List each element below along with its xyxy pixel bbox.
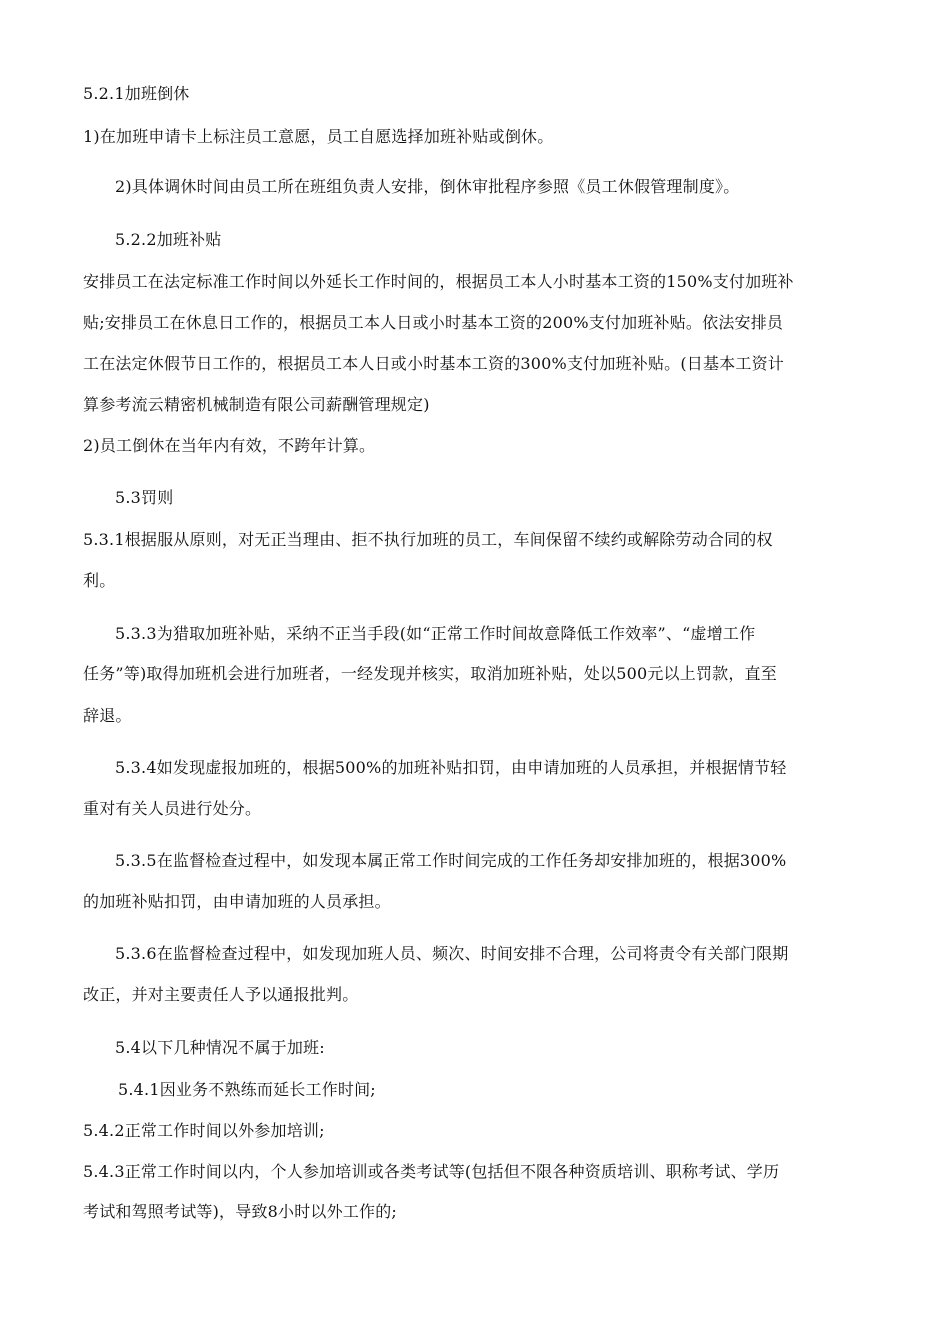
- section-5-4-heading: 5.4以下几种情况不属于加班:: [115, 1038, 325, 1057]
- paragraph-5-2-2-line-4: 算参考流云精密机械制造有限公司薪酬管理规定): [83, 395, 430, 414]
- paragraph-5-3-3-line-2: 任务”等)取得加班机会进行加班者，一经发现并核实，取消加班补贴，处以500元以上罚款，直至: [83, 664, 777, 683]
- paragraph-5-4-3-line-1: 5.4.3正常工作时间以内，个人参加培训或各类考试等(包括但不限各种资质培训、职称考试、学历: [83, 1162, 780, 1181]
- paragraph-5-4-3-line-2: 考试和驾照考试等)，导致8小时以外工作的;: [83, 1202, 398, 1221]
- paragraph-5-2-1-item-2: 2)具体调休时间由员工所在班组负责人安排，倒休审批程序参照《员工休假管理制度》。: [115, 177, 740, 196]
- paragraph-5-3-1-line-1: 5.3.1根据服从原则，对无正当理由、拒不执行加班的员工，车间保留不续约或解除劳动合同的权: [83, 530, 773, 549]
- paragraph-5-3-5-line-1: 5.3.5在监督检查过程中，如发现本属正常工作时间完成的工作任务却安排加班的，根据300%: [115, 851, 787, 870]
- paragraph-5-3-6-line-2: 改正，并对主要责任人予以通报批判。: [83, 985, 359, 1004]
- paragraph-5-2-2-line-3: 工在法定休假节日工作的，根据员工本人日或小时基本工资的300%支付加班补贴。(日基本工资计: [83, 354, 784, 373]
- paragraph-5-2-2-line-1: 安排员工在法定标准工作时间以外延长工作时间的，根据员工本人小时基本工资的150%支付加班补: [83, 272, 794, 291]
- section-5-3-heading: 5.3罚则: [115, 488, 174, 507]
- paragraph-5-2-2-line-2: 贴;安排员工在休息日工作的，根据员工本人日或小时基本工资的200%支付加班补贴。依法安排员: [83, 313, 784, 332]
- paragraph-5-3-4-line-1: 5.3.4如发现虚报加班的，根据500%的加班补贴扣罚，由申请加班的人员承担，并根据情节轻: [115, 758, 787, 777]
- section-5-2-1-heading: 5.2.1加班倒休: [83, 84, 190, 103]
- paragraph-5-2-2-item-2: 2)员工倒休在当年内有效，不跨年计算。: [83, 436, 376, 455]
- paragraph-5-2-1-item-1: 1)在加班申请卡上标注员工意愿，员工自愿选择加班补贴或倒休。: [83, 127, 554, 146]
- section-5-2-2-heading: 5.2.2加班补贴: [115, 230, 222, 249]
- paragraph-5-3-6-line-1: 5.3.6在监督检查过程中，如发现加班人员、频次、时间安排不合理，公司将责令有关部门限期: [115, 944, 789, 963]
- paragraph-5-3-3-line-3: 辞退。: [83, 706, 132, 725]
- paragraph-5-4-1: 5.4.1因业务不熟练而延长工作时间;: [118, 1080, 376, 1099]
- paragraph-5-3-1-line-2: 利。: [83, 571, 116, 590]
- paragraph-5-3-3-line-1: 5.3.3为猎取加班补贴，采纳不正当手段(如“正常工作时间故意降低工作效率”、“虚增工作: [115, 624, 756, 643]
- paragraph-5-4-2: 5.4.2正常工作时间以外参加培训;: [83, 1121, 325, 1140]
- paragraph-5-3-5-line-2: 的加班补贴扣罚，由申请加班的人员承担。: [83, 892, 391, 911]
- paragraph-5-3-4-line-2: 重对有关人员进行处分。: [83, 799, 262, 818]
